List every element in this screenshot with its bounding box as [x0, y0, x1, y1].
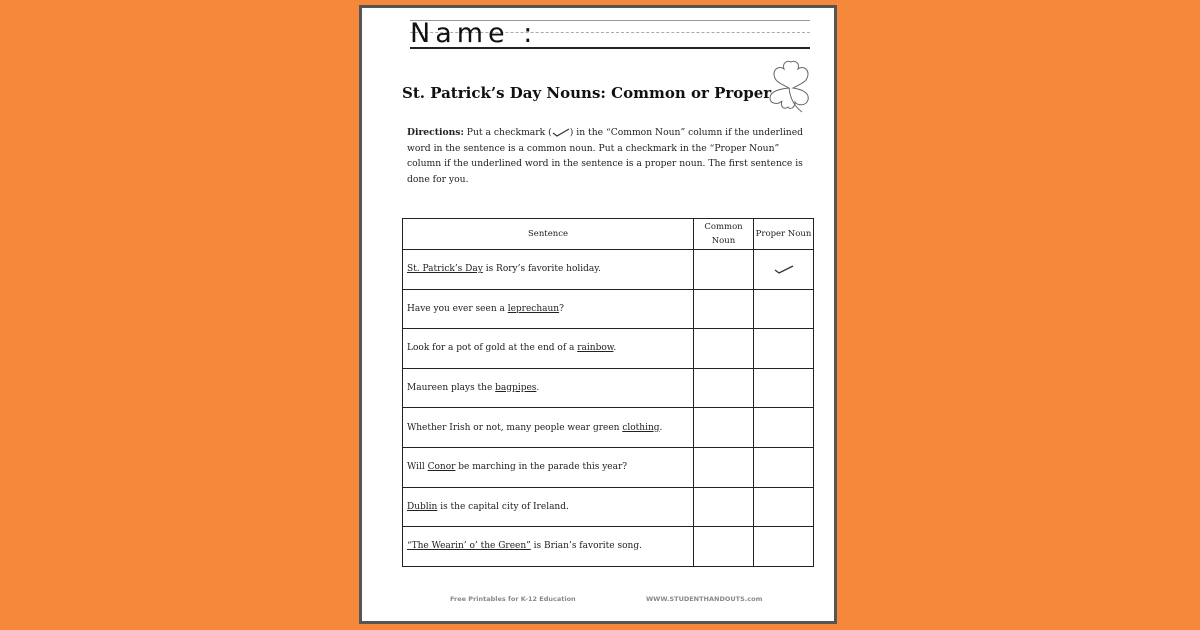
- sentence-text: [407, 423, 662, 433]
- sentence-after: is Rory’s favorite holiday.: [482, 264, 602, 275]
- name-line: [410, 14, 810, 50]
- common-noun-cell[interactable]: [694, 487, 754, 527]
- noun-table: [402, 218, 814, 567]
- common-noun-cell[interactable]: [694, 329, 754, 369]
- proper-noun-cell[interactable]: [754, 329, 814, 369]
- table-row: [403, 408, 814, 448]
- sentence-before: Have you ever seen a: [407, 303, 508, 314]
- common-noun-cell[interactable]: [694, 250, 754, 290]
- worksheet-page: [359, 5, 837, 624]
- footer-website: WWW.STUDENTHANDOUTS.com: [646, 595, 763, 603]
- directions-label: Directions:: [407, 127, 464, 138]
- underlined-noun: St. Patrick’s Day: [407, 264, 483, 275]
- worksheet-title: St. Patrick’s Day Nouns: Common or Proper: [402, 84, 772, 102]
- underlined-noun: bagpipes: [495, 383, 537, 394]
- sentence-text: [407, 343, 616, 353]
- directions-part2: ) in the “Common Noun” column if the underlined word in the sentence is a common noun. Put a checkmark in the “Proper Noun” column if the underlined word in the sentence is a proper noun. The first sentence is done for you.: [407, 127, 804, 185]
- table-row: [403, 368, 814, 408]
- proper-noun-cell[interactable]: [754, 527, 814, 567]
- sentence-text: [407, 304, 564, 314]
- underlined-noun: leprechaun: [507, 303, 560, 314]
- sentence-after: is the capital city of Ireland.: [437, 501, 569, 512]
- sentence-cell: [403, 368, 694, 408]
- header-common-noun: Common Noun: [694, 219, 754, 250]
- sentence-before: Will: [407, 462, 428, 473]
- proper-noun-cell[interactable]: [754, 408, 814, 448]
- footer-left-text: Free Printables for K-12 Education: [450, 595, 576, 603]
- table-row: [403, 250, 814, 290]
- proper-noun-cell[interactable]: [754, 289, 814, 329]
- shamrock-icon: [760, 58, 818, 116]
- table-row: [403, 329, 814, 369]
- table-row: [403, 527, 814, 567]
- sentence-after: .: [613, 343, 617, 354]
- name-label: Name :: [410, 18, 538, 49]
- underlined-noun: Dublin: [407, 501, 438, 512]
- sentence-cell: [403, 250, 694, 290]
- common-noun-cell[interactable]: [694, 447, 754, 487]
- sentence-text: [407, 541, 642, 551]
- sentence-before: Look for a pot of gold at the end of a: [407, 343, 578, 354]
- underlined-noun: “The Wearin’ o’ the Green”: [407, 541, 531, 552]
- table-header-row: [403, 219, 814, 250]
- underlined-noun: Conor: [427, 462, 456, 473]
- sentence-cell: [403, 289, 694, 329]
- proper-noun-cell[interactable]: [754, 487, 814, 527]
- sentence-after: ?: [559, 303, 564, 314]
- header-proper-noun: Proper Noun: [754, 219, 814, 250]
- sentence-cell: [403, 447, 694, 487]
- proper-noun-cell[interactable]: [754, 447, 814, 487]
- sentence-after: is Brian’s favorite song.: [530, 541, 642, 552]
- checkmark-icon: [552, 128, 570, 137]
- sentence-after: .: [536, 383, 540, 394]
- table-row: [403, 289, 814, 329]
- header-sentence: Sentence: [403, 219, 694, 250]
- sentence-cell: [403, 487, 694, 527]
- proper-noun-cell[interactable]: [754, 368, 814, 408]
- common-noun-cell[interactable]: [694, 527, 754, 567]
- sentence-before: Maureen plays the: [407, 383, 496, 394]
- proper-noun-cell[interactable]: [754, 250, 814, 290]
- common-noun-cell[interactable]: [694, 408, 754, 448]
- checkmark-icon: [774, 264, 794, 274]
- sentence-cell: [403, 329, 694, 369]
- common-noun-cell[interactable]: [694, 368, 754, 408]
- sentence-text: [407, 462, 627, 472]
- directions-text: [407, 125, 812, 187]
- sentence-after: .: [659, 422, 663, 433]
- sentence-cell: [403, 408, 694, 448]
- sentence-after: be marching in the parade this year?: [455, 462, 628, 473]
- directions-part1: Put a checkmark (: [466, 127, 552, 138]
- underlined-noun: rainbow: [577, 343, 614, 354]
- common-noun-cell[interactable]: [694, 289, 754, 329]
- underlined-noun: clothing: [622, 422, 660, 433]
- sentence-text: [407, 264, 601, 274]
- sentence-text: [407, 502, 569, 512]
- table-row: [403, 487, 814, 527]
- sentence-text: [407, 383, 539, 393]
- sentence-before: Whether Irish or not, many people wear green: [407, 422, 623, 433]
- table-row: [403, 447, 814, 487]
- sentence-cell: [403, 527, 694, 567]
